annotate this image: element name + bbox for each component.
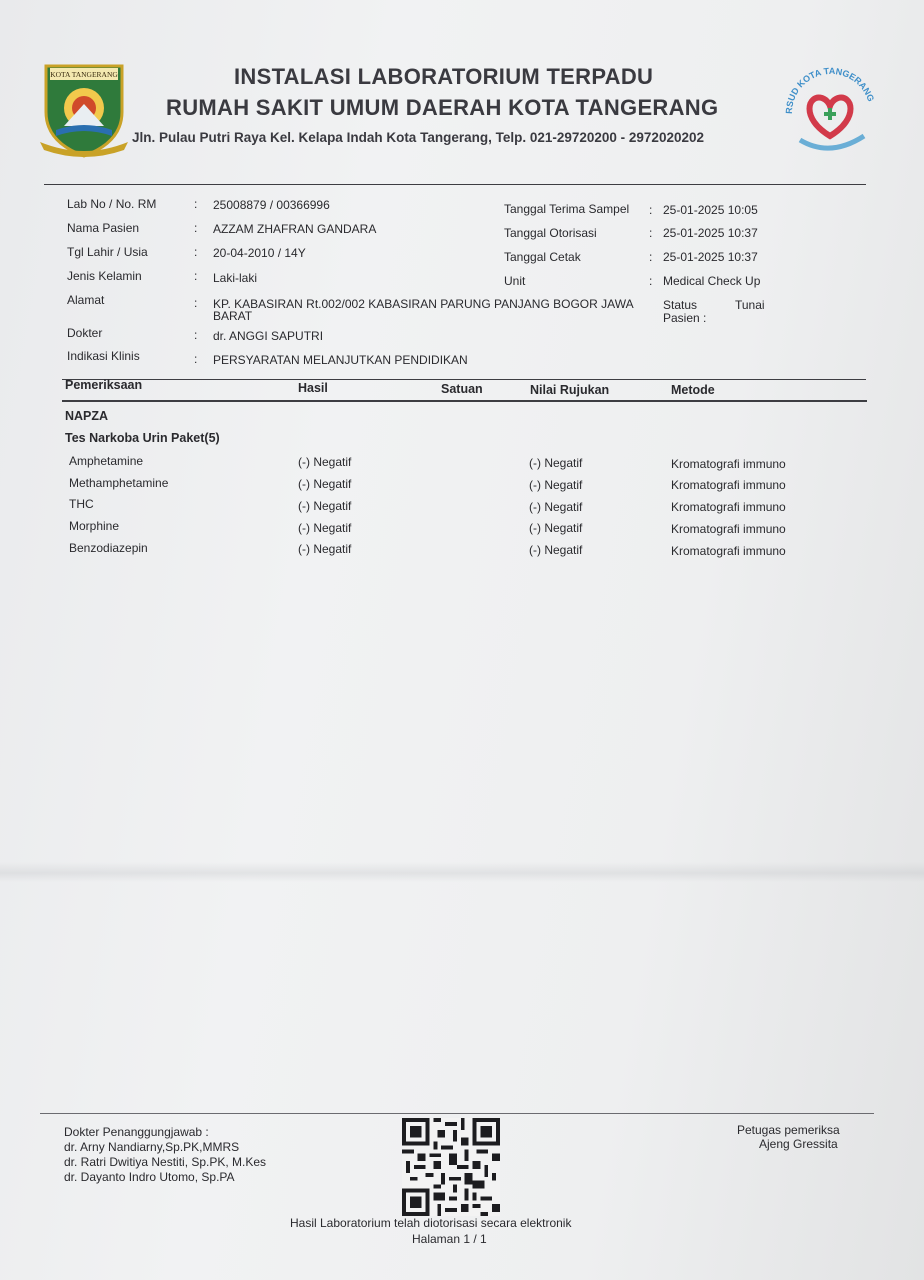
col-header-test: Pemeriksaan [65,378,143,392]
rsud-logo-text: RSUD KOTA TANGERANG [783,66,877,115]
test-reference: (-) Negatif [529,521,583,535]
test-method: Kromatografi immuno [671,544,786,558]
colon: : [194,352,198,366]
section-title: NAPZA [65,409,109,423]
colon: : [194,245,198,259]
value-lab-no: 25008879 / 00366996 [213,198,330,212]
test-method: Kromatografi immuno [671,522,786,536]
value-patient-status: Tunai [735,298,765,312]
test-reference: (-) Negatif [529,478,583,492]
colon: : [649,274,653,288]
kota-tangerang-emblem-logo [38,60,130,160]
test-result: (-) Negatif [298,521,352,535]
header-divider [44,184,866,185]
rsud-kota-tangerang-logo [780,66,880,158]
label-lab-no: Lab No / No. RM [67,197,157,211]
col-header-result: Hasil [298,381,328,395]
test-result: (-) Negatif [298,542,352,556]
table-header-rule [62,400,867,402]
value-address: KP. KABASIRAN Rt.002/002 KABASIRAN PARUNG PANJANG BOGOR JAWA BARAT [213,297,633,323]
test-reference: (-) Negatif [529,500,583,514]
col-header-reference: Nilai Rujukan [530,383,610,397]
value-patient-name: AZZAM ZHAFRAN GANDARA [213,222,377,236]
responsible-doctor: dr. Ratri Dwitiya Nestiti, Sp.PK, M.Kes [64,1155,267,1169]
label-gender: Jenis Kelamin [67,269,142,283]
value-authorization-date: 25-01-2025 10:37 [663,226,758,240]
label-birth-age: Tgl Lahir / Usia [67,245,148,259]
test-reference: (-) Negatif [529,456,583,470]
test-result: (-) Negatif [298,455,352,469]
test-result: (-) Negatif [298,499,352,513]
hospital-address: Jln. Pulau Putri Raya Kel. Kelapa Indah Kota Tangerang, Telp. 021-29720200 - 2972020202 [132,130,704,145]
subsection-title: Tes Narkoba Urin Paket(5) [65,431,220,445]
examiner-title: Petugas pemeriksa [737,1123,840,1137]
value-print-date: 25-01-2025 10:37 [663,250,758,264]
responsible-doctor: dr. Arny Nandiarny,Sp.PK,MMRS [64,1140,240,1154]
paper-fold [0,862,924,882]
label-print-date: Tanggal Cetak [504,250,581,264]
test-name: Amphetamine [69,454,144,468]
label-clinical-indication: Indikasi Klinis [67,349,140,363]
label-doctor: Dokter [67,326,103,340]
value-sample-received: 25-01-2025 10:05 [663,203,758,217]
colon: : [649,226,653,240]
value-gender: Laki-laki [213,271,258,285]
hospital-name-heading: RUMAH SAKIT UMUM DAERAH KOTA TANGERANG [166,95,719,120]
emblem-label: KOTA TANGERANG [50,70,118,79]
colon: : [194,221,198,235]
test-name: Morphine [69,519,120,533]
colon: : [194,197,198,211]
page-number: Halaman 1 / 1 [412,1232,487,1246]
examiner-name: Ajeng Gressita [759,1137,838,1151]
test-method: Kromatografi immuno [671,500,786,514]
colon: : [194,269,198,283]
value-doctor: dr. ANGGI SAPUTRI [213,329,324,343]
test-name: THC [69,497,94,511]
colon: : [649,250,653,264]
colon: : [194,328,198,342]
table-top-rule [62,379,866,380]
colon: : [649,203,653,217]
responsible-doctor: dr. Dayanto Indro Utomo, Sp.PA [64,1170,235,1184]
value-birth-age: 20-04-2010 / 14Y [213,246,306,260]
col-header-unit: Satuan [441,382,483,396]
test-method: Kromatografi immuno [671,478,786,492]
test-name: Benzodiazepin [69,541,148,555]
value-clinical-indication: PERSYARATAN MELANJUTKAN PENDIDIKAN [213,353,468,367]
value-unit: Medical Check Up [663,274,761,288]
test-result: (-) Negatif [298,477,352,491]
test-name: Methamphetamine [69,476,169,490]
responsible-doctors-title: Dokter Penanggungjawab : [64,1125,209,1139]
test-method: Kromatografi immuno [671,457,786,471]
lab-name-heading: INSTALASI LABORATORIUM TERPADU [234,64,654,89]
label-authorization-date: Tanggal Otorisasi [504,226,597,240]
col-header-method: Metode [671,383,715,397]
label-address: Alamat [67,293,105,307]
label-patient-status: Status Pasien : [663,298,707,325]
footer-divider [40,1113,874,1114]
verification-qr-code [402,1118,500,1216]
electronic-authorization-note: Hasil Laboratorium telah diotorisasi secara elektronik [290,1216,572,1230]
label-sample-received: Tanggal Terima Sampel [504,202,630,216]
test-reference: (-) Negatif [529,543,583,557]
colon: : [194,296,198,310]
label-unit: Unit [504,274,526,288]
label-patient-name: Nama Pasien [67,221,140,235]
